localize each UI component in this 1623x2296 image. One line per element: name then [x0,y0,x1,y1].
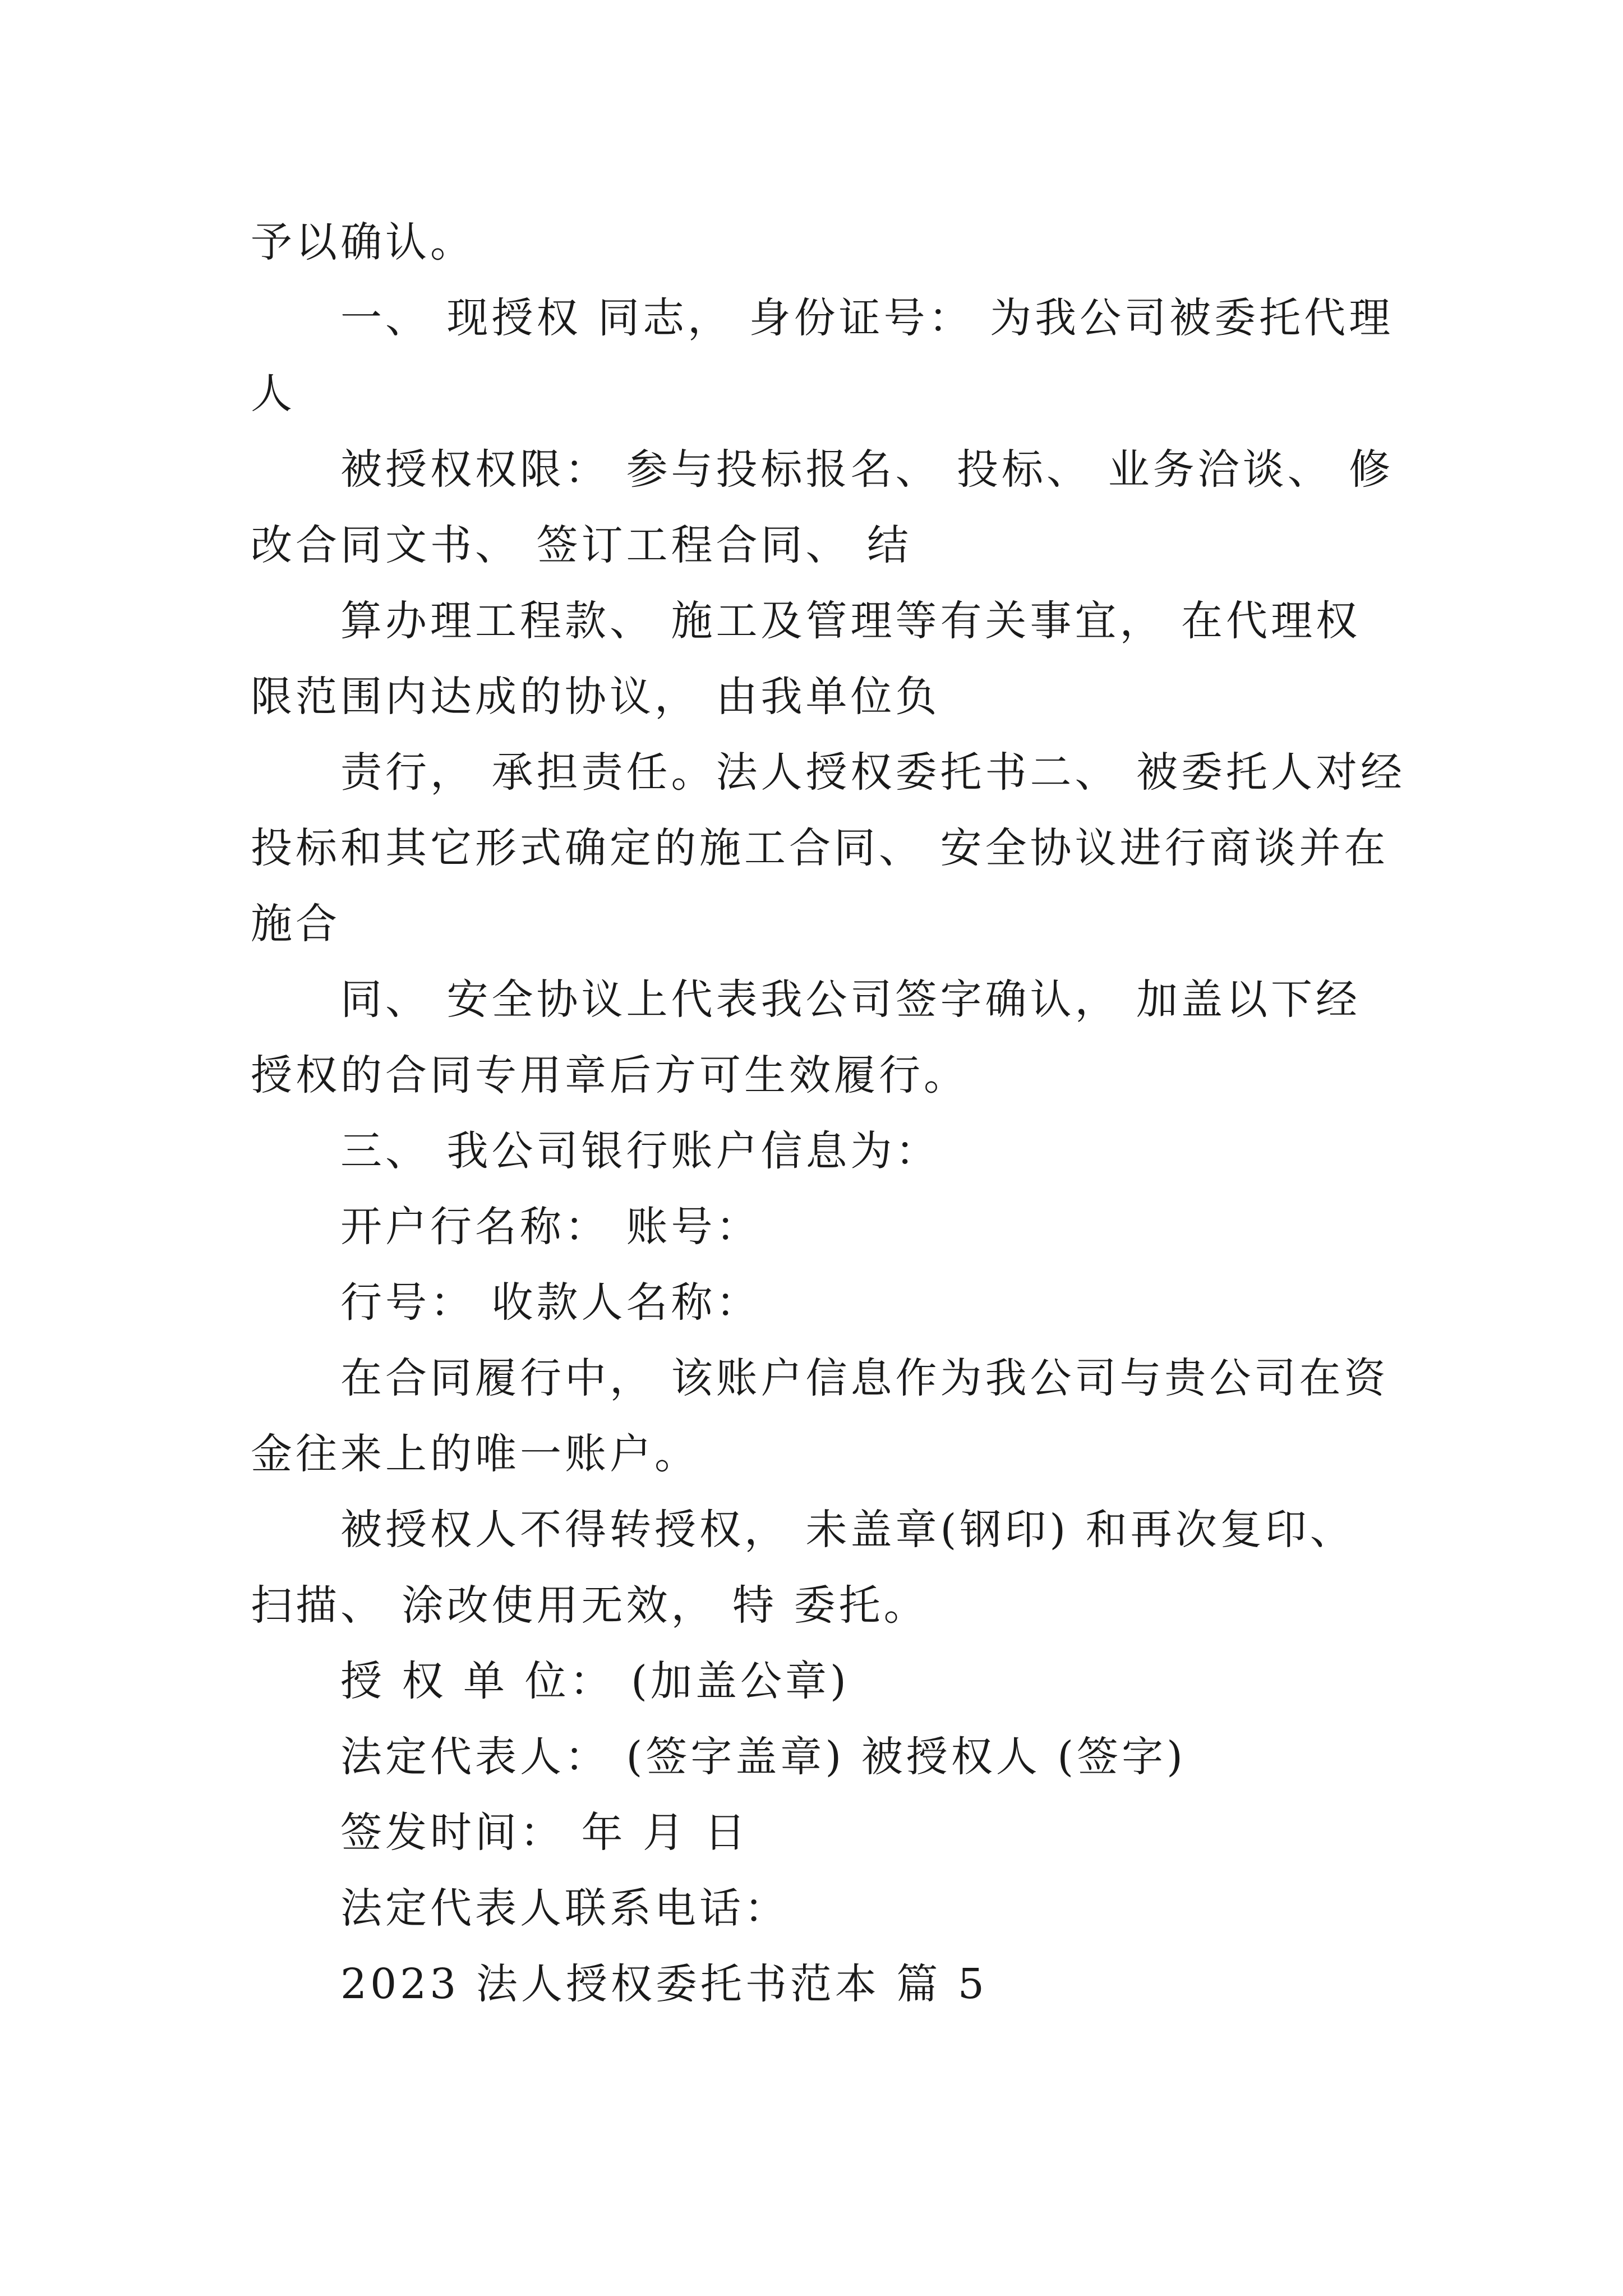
text-line: 予以确认。 [251,218,475,266]
text-line: 三、 我公司银行账户信息为： [340,1127,940,1175]
text-line: 法定代表人： (签字盖章) 被授权人 (签字) [340,1733,1187,1781]
text-line: 同、 安全协议上代表我公司签字确认， 加盖以下经 [340,976,1361,1024]
text-line: 限范围内达成的协议， 由我单位负 [251,673,940,721]
text-line: 2023 法人授权委托书范本 篇 5 [340,1960,988,2008]
text-line: 开户行名称： 账号： [340,1203,761,1251]
text-line: 责行， 承担责任。法人授权委托书二、 被委托人对经 [340,748,1406,797]
text-line: 人 [251,370,296,418]
text-line: 在合同履行中， 该账户信息作为我公司与贵公司在资 [340,1354,1389,1402]
text-line: 一、 现授权 同志， 身份证号： 为我公司被委托代理 [340,294,1394,342]
text-line: 投标和其它形式确定的施工合同、 安全协议进行商谈并在 [251,824,1389,872]
text-line: 施合 [251,900,340,948]
text-line: 金往来上的唯一账户。 [251,1430,699,1478]
text-line: 授 权 单 位： (加盖公章) [340,1657,850,1705]
text-line: 授权的合同专用章后方可生效履行。 [251,1051,969,1099]
document-body [251,205,1406,2022]
text-line: 改合同文书、 签订工程合同、 结 [251,521,912,569]
text-line: 被授权权限： 参与投标报名、 投标、 业务洽谈、 修 [340,445,1394,494]
text-line: 法定代表人联系电话： [340,1884,789,1932]
text-line: 行号： 收款人名称： [340,1278,761,1327]
text-line: 被授权人不得转授权， 未盖章(钢印) 和再次复印、 [340,1506,1355,1554]
text-line: 算办理工程款、 施工及管理等有关事宜， 在代理权 [340,597,1361,645]
text-line: 签发时间： 年 月 日 [340,1809,749,1857]
text-line: 扫描、 涂改使用无效， 特 委托。 [251,1581,929,1630]
